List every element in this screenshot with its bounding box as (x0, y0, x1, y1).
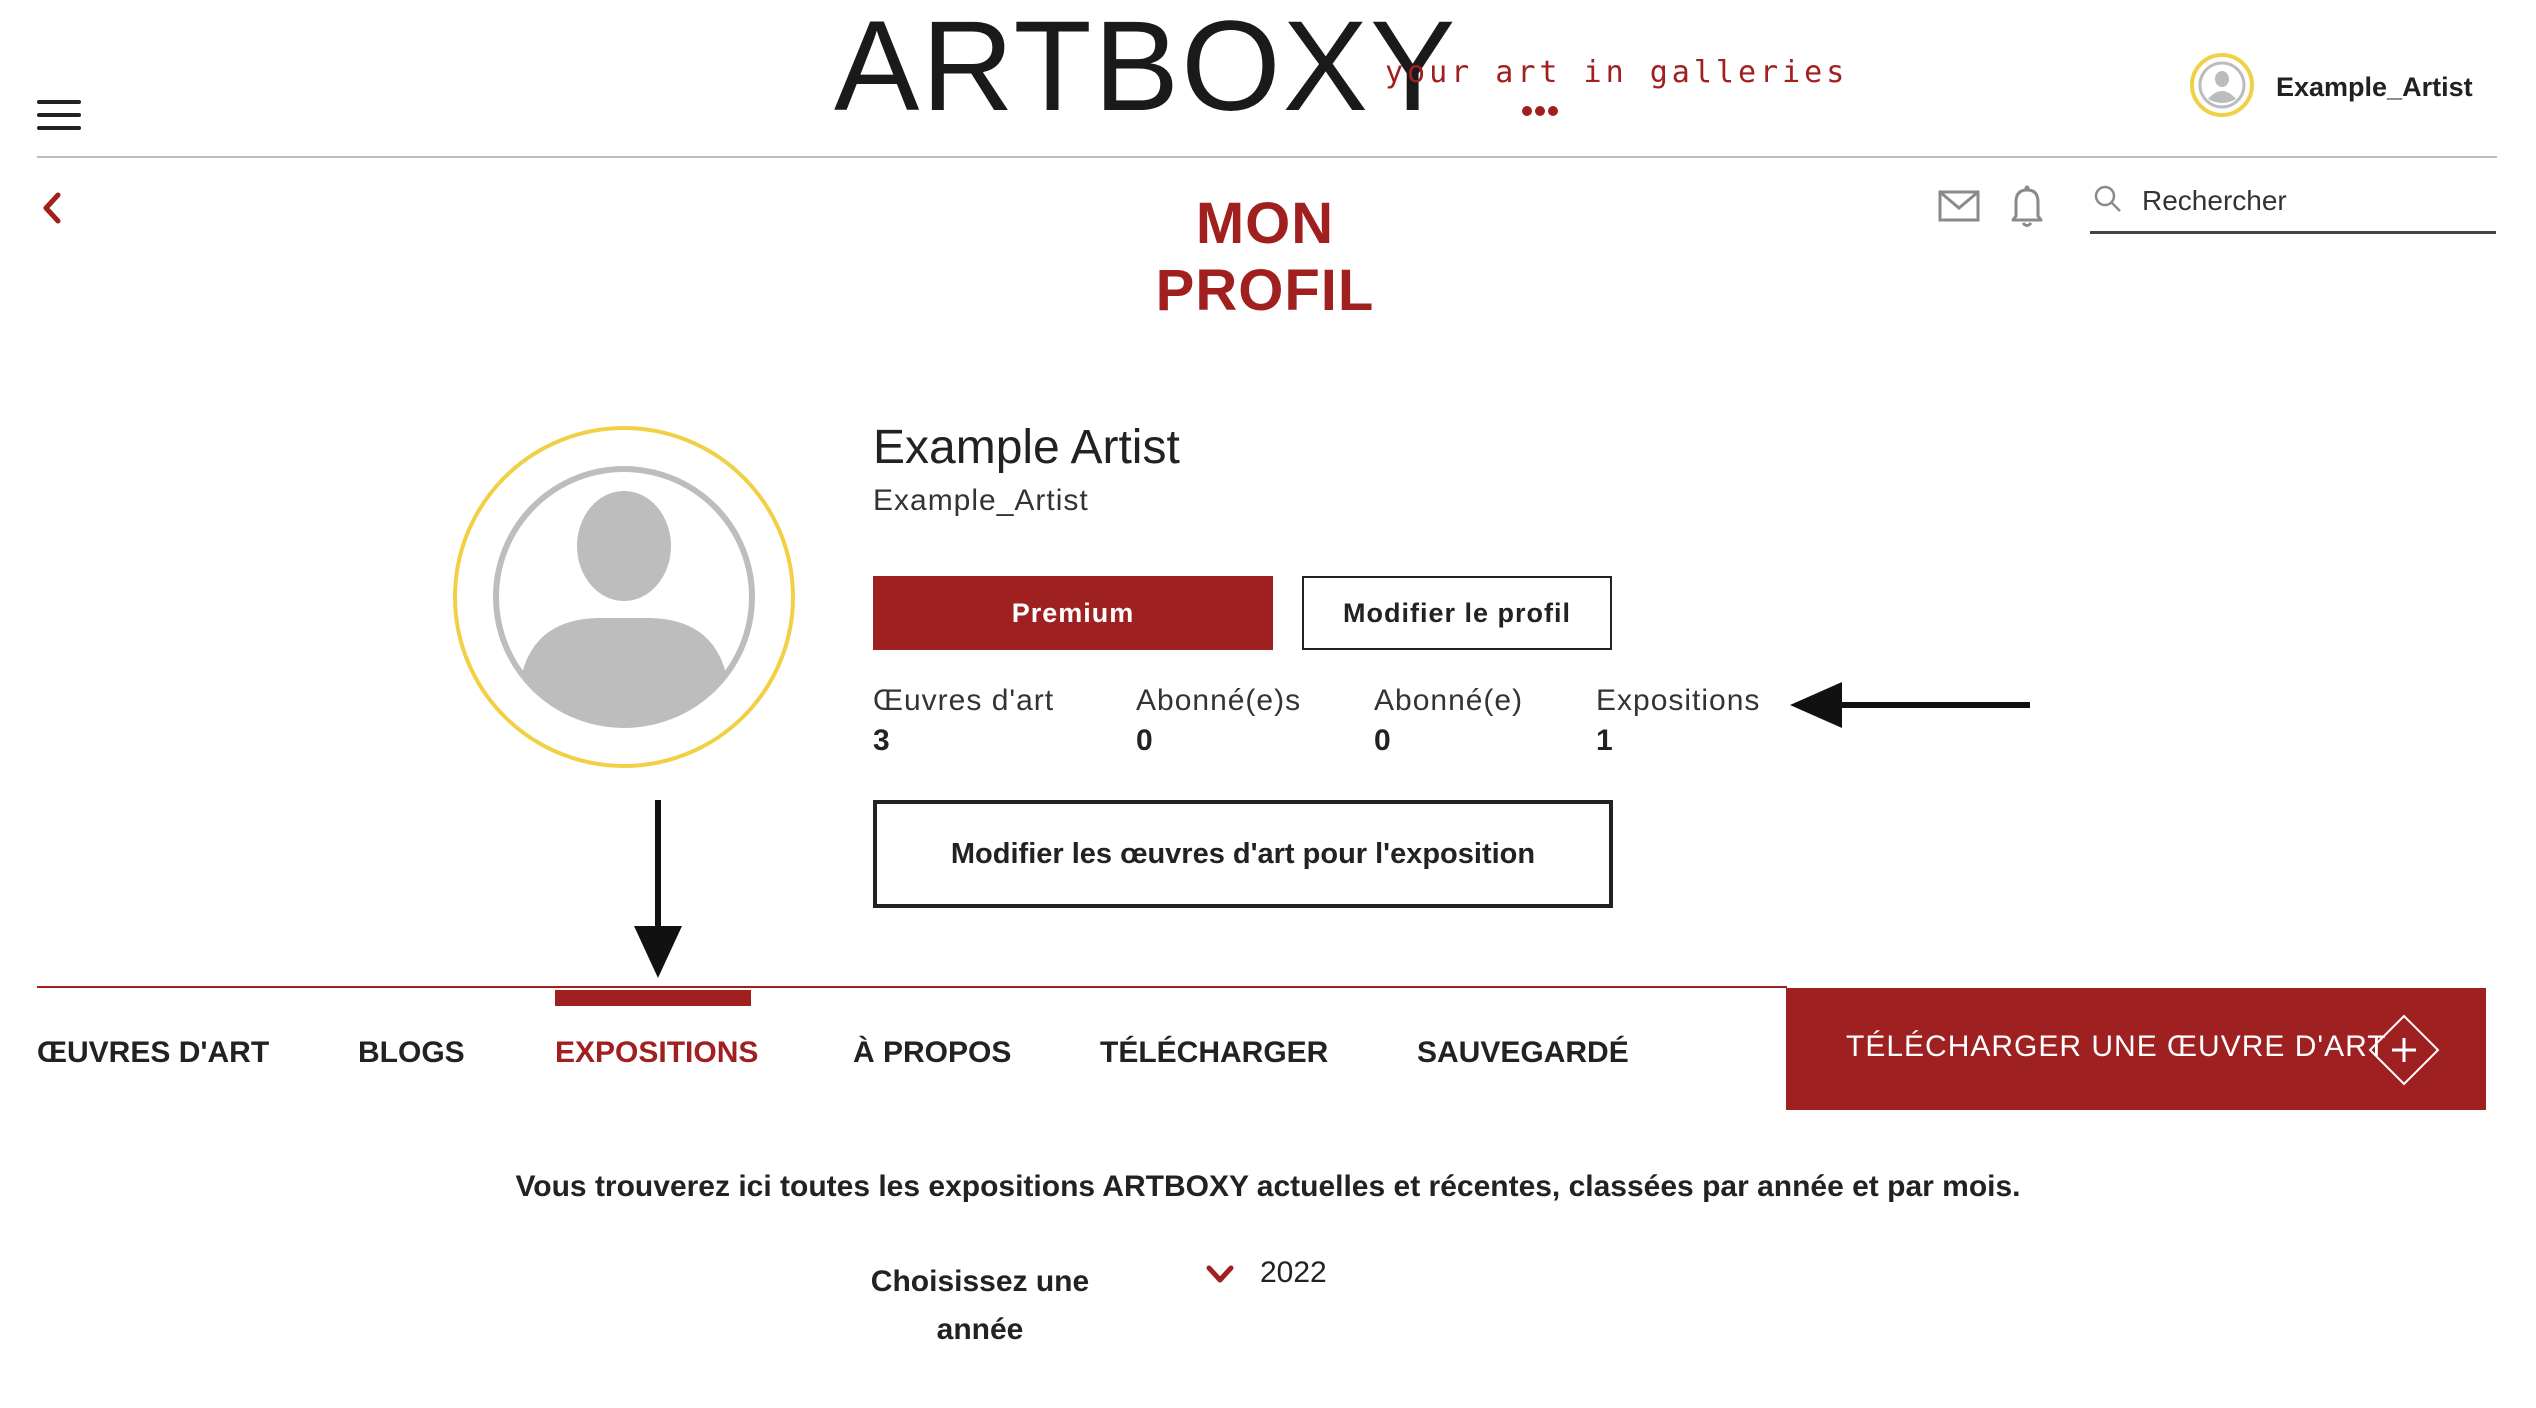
bell-icon[interactable] (2010, 184, 2044, 233)
page-title: MON PROFIL (1155, 191, 1375, 323)
stat-following-value: 0 (1374, 724, 1391, 757)
annotation-arrow-down-icon (632, 800, 684, 980)
stat-exhibitions-value: 1 (1596, 724, 1613, 757)
stat-followers-value: 0 (1136, 724, 1153, 757)
stat-followers-label: Abonné(e)s (1136, 684, 1302, 717)
edit-profile-button[interactable]: Modifier le profil (1302, 576, 1612, 650)
chevron-down-icon[interactable] (1205, 1264, 1235, 1291)
upload-artwork-button[interactable] (1786, 988, 2486, 1110)
tab-about[interactable]: À PROPOS (853, 1036, 1012, 1069)
year-select-value[interactable]: 2022 (1260, 1256, 1327, 1289)
stat-artworks-label: Œuvres d'art (873, 684, 1055, 717)
user-icon (2198, 61, 2246, 109)
search-bar[interactable] (2090, 176, 2496, 234)
annotation-arrow-left-icon (1790, 680, 2034, 730)
logo: ARTBOXY (834, 0, 1458, 138)
header-username[interactable]: Example_Artist (2276, 72, 2473, 102)
stat-artworks-value: 3 (873, 724, 890, 757)
exhibitions-intro-text: Vous trouverez ici toutes les expositions ARTBOXY actuelles et récentes, classées par année et par mois. (515, 1170, 2021, 1203)
back-icon[interactable] (38, 190, 68, 226)
display-name: Example Artist (873, 421, 1180, 474)
premium-button[interactable]: Premium (873, 576, 1273, 650)
search-icon (2093, 184, 2123, 214)
stat-following-label: Abonné(e) (1374, 684, 1524, 717)
tab-upload[interactable]: TÉLÉCHARGER (1100, 1036, 1329, 1069)
profile-avatar (453, 426, 795, 768)
edit-exhibition-artworks-button[interactable]: Modifier les œuvres d'art pour l'exposition (873, 800, 1613, 908)
active-tab-indicator (555, 990, 751, 1006)
year-select-label: Choisissez une année (870, 1265, 1090, 1346)
profile-handle: Example_Artist (873, 484, 1089, 517)
profile-placeholder-icon (457, 430, 791, 764)
header-divider (37, 156, 2497, 158)
tab-blogs[interactable]: BLOGS (358, 1036, 465, 1069)
upload-artwork-label: TÉLÉCHARGER UNE ŒUVRE D'ART (1846, 1030, 2387, 1063)
logo-tagline: your art in galleries (1385, 55, 1849, 90)
logo-dots (1522, 103, 1561, 121)
stat-exhibitions-label: Expositions (1596, 684, 1761, 717)
tabs-divider (37, 986, 1787, 988)
menu-icon[interactable] (37, 100, 81, 130)
tab-artworks[interactable]: ŒUVRES D'ART (37, 1036, 270, 1069)
search-input[interactable] (2140, 180, 2484, 222)
tab-exhibitions[interactable]: EXPOSITIONS (555, 1036, 759, 1069)
user-avatar[interactable] (2190, 53, 2254, 117)
mail-icon[interactable] (1938, 190, 1980, 227)
tab-saved[interactable]: SAUVEGARDÉ (1417, 1036, 1629, 1069)
plus-diamond-icon (2368, 1014, 2440, 1086)
